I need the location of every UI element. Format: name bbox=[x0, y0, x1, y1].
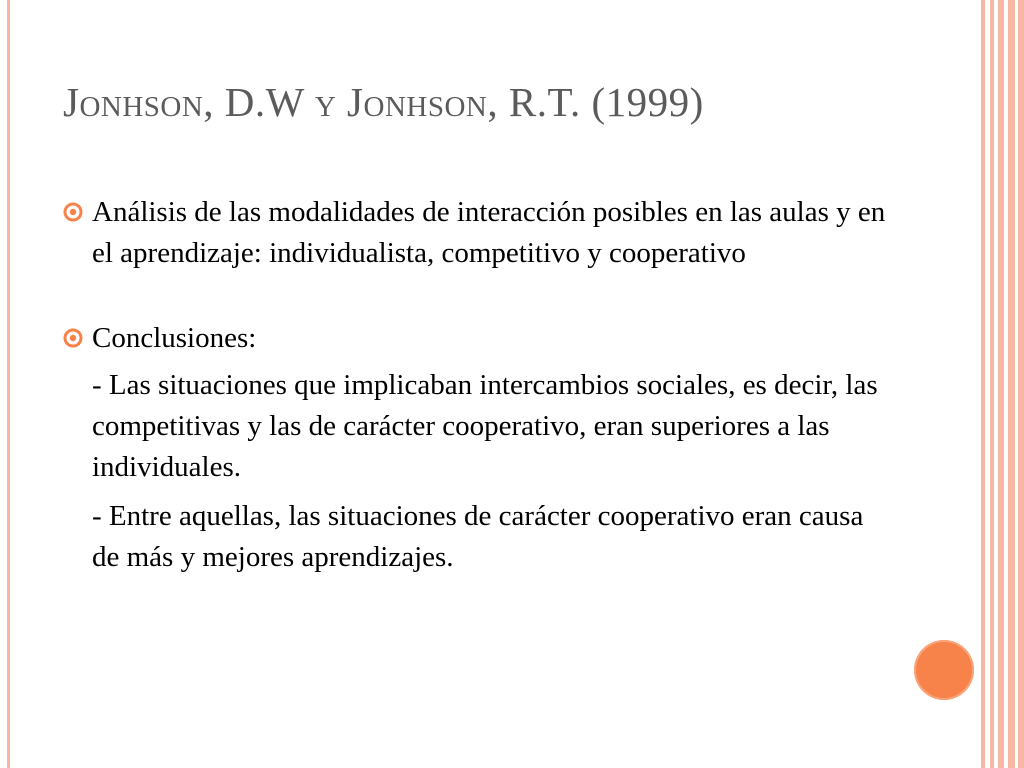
slide-title: Jonhson, D.W y Jonhson, R.T. (1999) bbox=[63, 79, 704, 125]
bullet-item-2-text: Conclusiones: bbox=[92, 322, 257, 354]
bullet-item-1-text: Análisis de las modalidades de interacción posibles en las aulas y en el aprendizaje: individualista, competitivo y cooperativo bbox=[92, 196, 886, 269]
right-decorative-stripes bbox=[978, 0, 1024, 768]
bullet-item-1 bbox=[60, 192, 890, 274]
bullet-item-2 bbox=[60, 318, 890, 359]
orange-circle-decoration bbox=[914, 640, 974, 700]
slide-content bbox=[60, 192, 890, 578]
left-border bbox=[7, 0, 10, 768]
conclusion-subpoint-2: - Entre aquellas, las situaciones de carácter cooperativo eran causa de más y mejores aprendizajes. bbox=[92, 500, 864, 573]
circle-bullet-icon bbox=[63, 202, 83, 222]
conclusion-subpoint-1: - Las situaciones que implicaban intercambios sociales, es decir, las competitivas y las de carácter cooperativo, eran superiores a las individuales. bbox=[92, 369, 878, 483]
circle-bullet-icon bbox=[63, 328, 83, 348]
